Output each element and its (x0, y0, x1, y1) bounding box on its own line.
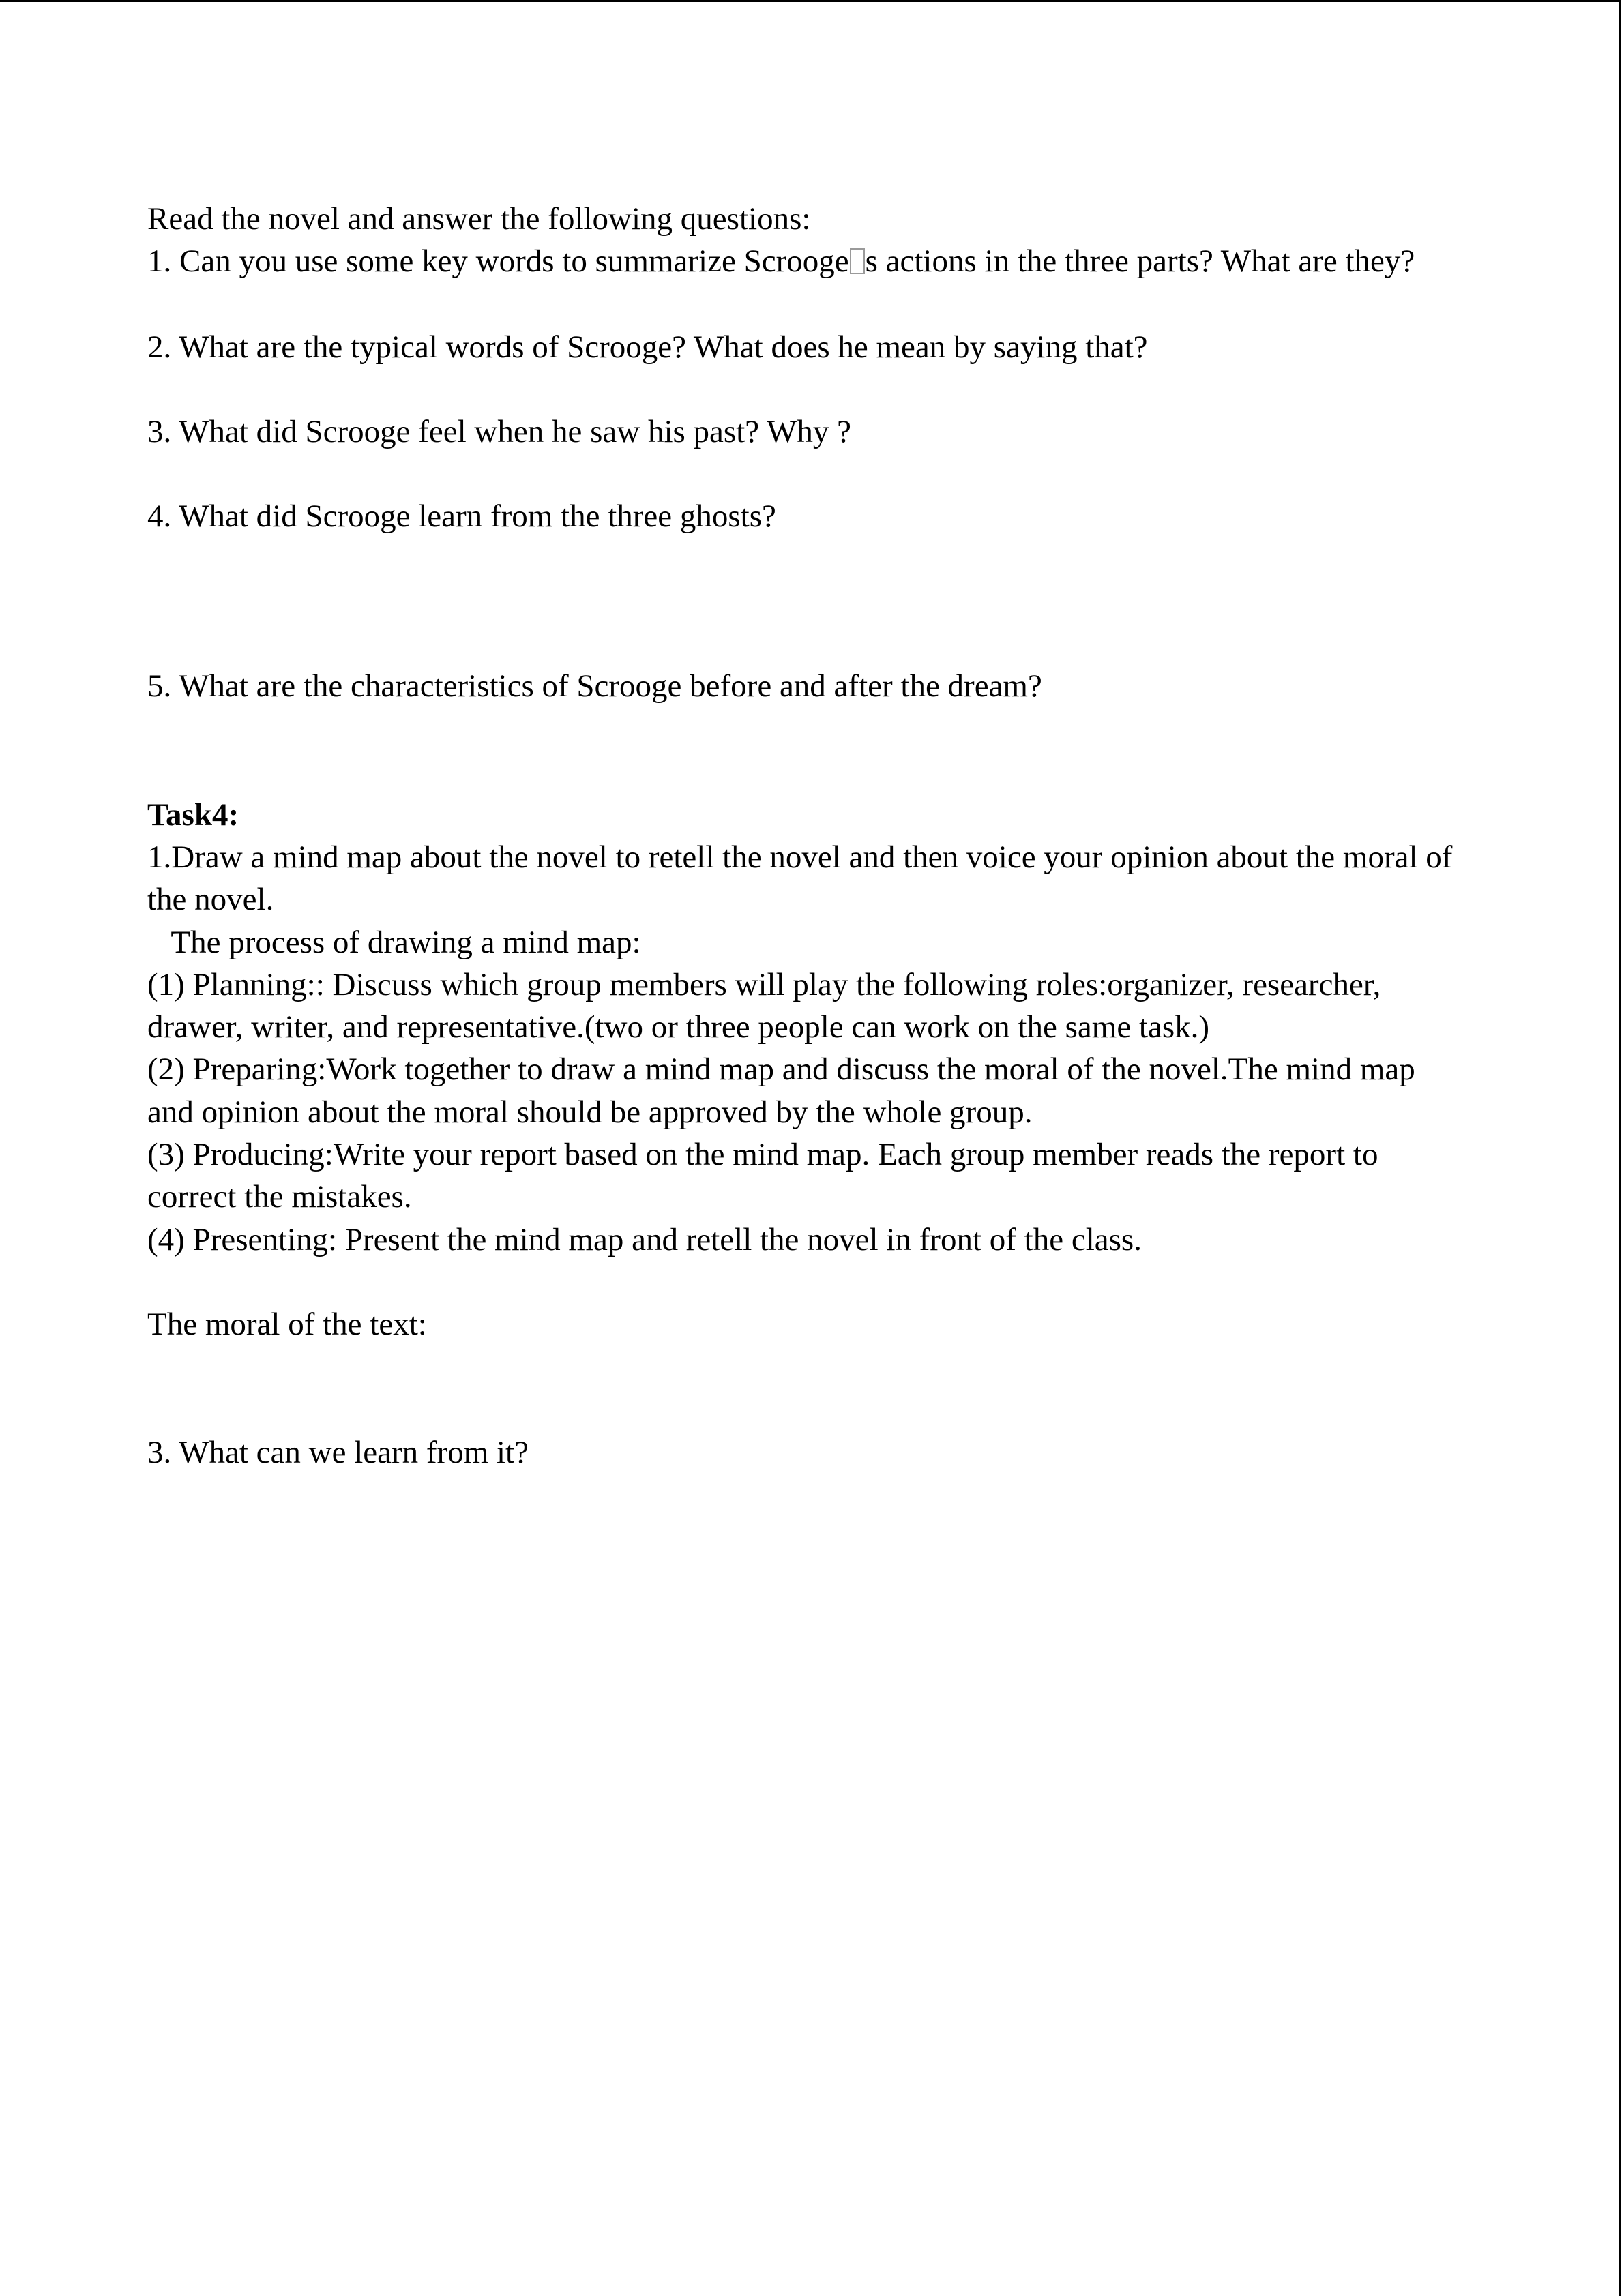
step-1-line-1: (1) Planning:: Discuss which group members will play the following roles:organizer, researcher, (147, 967, 1381, 1002)
step-4: (4) Presenting: Present the mind map and retell the novel in front of the class. (147, 1222, 1142, 1257)
moral-label: The moral of the text: (147, 1307, 427, 1342)
step-2-line-1: (2) Preparing:Work together to draw a mind map and discuss the moral of the novel.The mind map (147, 1052, 1415, 1087)
task4-item-1-line-1: 1.Draw a mind map about the novel to retell the novel and then voice your opinion about the moral of (147, 839, 1453, 875)
question-3: 3. What did Scrooge feel when he saw his past? Why ? (147, 414, 851, 449)
task4-item-1-line-2: the novel. (147, 882, 274, 917)
step-1-line-2: drawer, writer, and representative.(two or three people can work on the same task.) (147, 1009, 1210, 1045)
step-3-line-2: correct the mistakes. (147, 1179, 412, 1214)
question-1-text-start: 1. Can you use some key words to summarize Scrooge (147, 243, 849, 279)
task4-heading: Task4: (147, 797, 239, 833)
question-5: 5. What are the characteristics of Scrooge before and after the dream? (147, 668, 1042, 704)
question-1-text-end: s actions in the three parts? What are they? (865, 243, 1415, 279)
question-4: 4. What did Scrooge learn from the three ghosts? (147, 498, 776, 534)
missing-glyph-icon (850, 248, 865, 274)
question-2: 2. What are the typical words of Scrooge? What does he mean by saying that? (147, 329, 1148, 365)
intro-text: Read the novel and answer the following questions: (147, 201, 811, 237)
step-3-line-1: (3) Producing:Write your report based on the mind map. Each group member reads the report to (147, 1137, 1378, 1172)
step-2-line-2: and opinion about the moral should be approved by the whole group. (147, 1094, 1033, 1130)
question-1 (147, 240, 1415, 282)
process-title: The process of drawing a mind map: (147, 925, 641, 960)
task4-item-3: 3. What can we learn from it? (147, 1435, 529, 1470)
